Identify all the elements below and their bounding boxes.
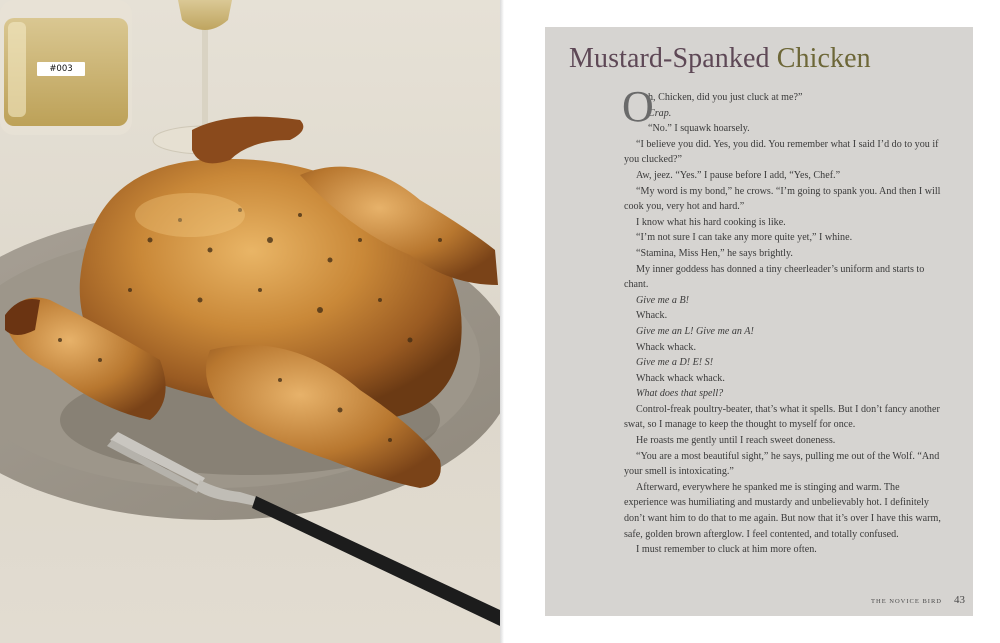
paragraph: What does that spell? bbox=[636, 388, 724, 400]
page-footer bbox=[871, 590, 965, 608]
paragraph: Give me a B! bbox=[636, 294, 689, 306]
story-body bbox=[622, 82, 941, 558]
paragraph: Aw, jeez. “Yes.” I pause before I add, “Yes, Chef.” bbox=[636, 169, 841, 181]
paragraph: Afterward, everywhere he spanked me is stinging and warm. The experience was humiliating and mustardy and unbelievably hot. I definitely don’t want him to do that to me again. But now that it’s over I have this warm, safe, golden brown afterglow. I feel contented, and totally confused. bbox=[624, 481, 941, 540]
paragraph: “Stamina, Miss Hen,” he says brightly. bbox=[636, 247, 793, 259]
paragraph: Control-freak poultry-beater, that’s what it spells. But I don’t fancy another swat, so I manage to keep the thought to myself for once. bbox=[624, 403, 940, 431]
paragraph: “My word is my bond,” he crows. “I’m going to spank you. And then I will cook you, very hot and hard.” bbox=[624, 185, 941, 213]
paragraph: I must remember to cluck at him more often. bbox=[636, 544, 817, 556]
paragraph: Whack. bbox=[636, 310, 668, 322]
text-page bbox=[545, 27, 973, 616]
paragraph: Give me a D! E! S! bbox=[636, 357, 714, 369]
drop-cap: O bbox=[622, 82, 654, 131]
paragraph: I know what his hard cooking is like. bbox=[636, 216, 786, 228]
paragraph: “I’m not sure I can take any more quite yet,” I whine. bbox=[636, 232, 853, 244]
book-gutter bbox=[500, 0, 504, 643]
paragraph: h, Chicken, did you just cluck at me?” bbox=[648, 92, 803, 103]
paragraph: “No.” I squawk hoarsely. bbox=[648, 123, 750, 135]
running-head: THE NOVICE BIRD bbox=[871, 598, 942, 605]
paragraph: Whack whack. bbox=[636, 341, 696, 353]
paragraph: Whack whack whack. bbox=[636, 372, 725, 384]
title-word-chicken: Chicken bbox=[776, 43, 871, 74]
paragraph: “I believe you did. Yes, you did. You remember what I said I’d do to you if you clucked?” bbox=[624, 138, 939, 166]
wine-glass bbox=[178, 0, 232, 30]
paragraph: My inner goddess has donned a tiny cheerleader’s uniform and starts to chant. bbox=[624, 263, 925, 291]
paragraph: “You are a most beautiful sight,” he says, pulling me out of the Wolf. “And your smell is intoxicating.” bbox=[624, 450, 940, 478]
paragraph: Give me an L! Give me an A! bbox=[636, 325, 754, 337]
page-number: 43 bbox=[954, 594, 965, 606]
image-id-tag: #003 bbox=[37, 62, 85, 76]
page-title bbox=[569, 43, 871, 75]
title-word-mustard-spanked: Mustard-Spanked bbox=[569, 43, 770, 74]
paragraph: He roasts me gently until I reach sweet doneness. bbox=[636, 435, 836, 447]
paragraph: Crap. bbox=[648, 107, 672, 119]
